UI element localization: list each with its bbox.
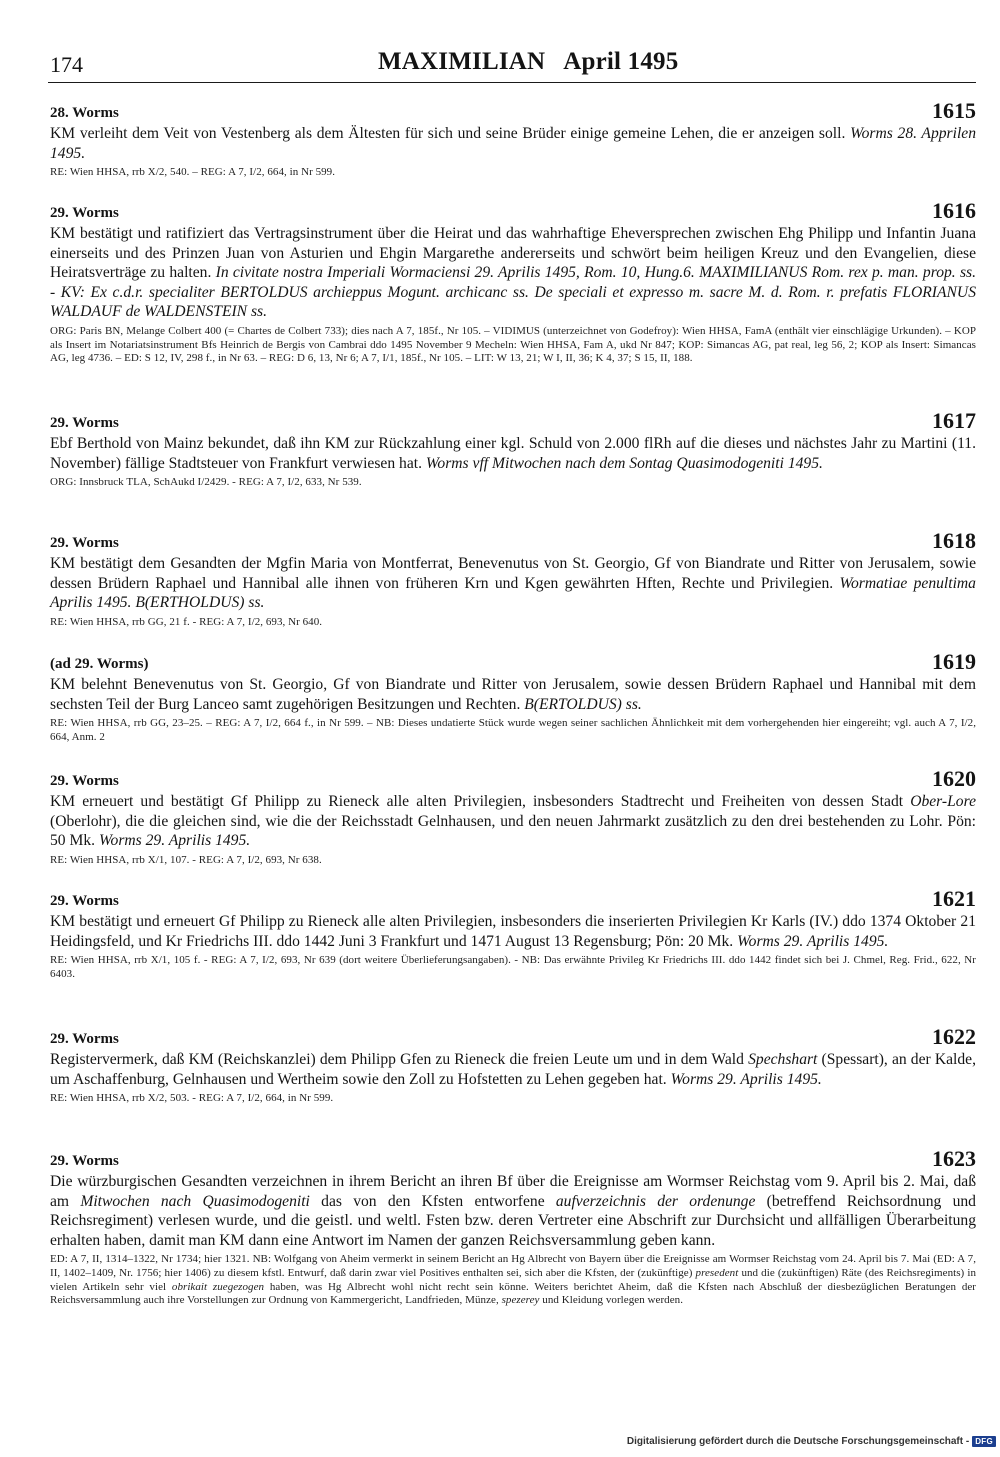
running-title: MAXIMILIAN April 1495 (378, 48, 679, 75)
entry-notes: ORG: Paris BN, Melange Colbert 400 (= Chartes de Colbert 733); dies nach A 7, 185f., Nr 105. – VIDIMUS (unterzeichnet von Godefroy): Wien HHSA, FamA (enthält vier einschlägige Urkunden). – KOP als Insert im Notariatsinstrument Bfs Heinrich de Bergis von Cambrai ddo 1495 November 9 Mecheln: Wien HHSA, Fam A, ukd Nr 847; KOP: Simancas AG, pat real, leg 56, 2; KOP als Insert: Simancas AG, leg 4736. – ED: S 12, IV, 298 f., in Nr 63. – REG: D 6, 13, Nr 6; A 7, I/1, 185f., Nr 105. – LIT: W 13, 21; W I, II, 36; K 4, 37; S 15, II, 188. (50, 324, 976, 365)
entry-dating-clause: Wormatiae penultima Aprilis 1495. B(ERTHOLDUS) ss. (50, 574, 976, 612)
entry-dating-clause: Worms 29. Aprilis 1495. (670, 1070, 822, 1088)
regest-entry-1615 (48, 100, 976, 180)
entry-quote-1: Mitwochen nach Quasimodogeniti (80, 1192, 310, 1210)
regest-entry-1622 (48, 1026, 976, 1106)
entry-text (48, 1172, 976, 1250)
notes-part-1: ED: A 7, II, 1314–1322, Nr 1734; hier 1321. NB: Wolfgang von Aheim vermerkt in seinem Bericht an Hg Albrecht von Bayern über die Ereignisse am Wormser Reichstag vom 24. April bis 7. Mai (ED: A 7, II, 1402–1409, Nr. 1756; hier 1406) zu diesem kfstl. Entwurf, daß darin zwar viel Positives enthalten sei, sich aber die Kfsten, der (zukünftige) (50, 1253, 976, 1279)
entry-dating-clause: Worms vff Mitwochen nach dem Sontag Quasimodogeniti 1495. (425, 454, 823, 472)
entry-text (48, 434, 976, 473)
entry-text (48, 124, 976, 163)
entry-notes (48, 1253, 976, 1307)
entry-date-place: (ad 29. Worms) (50, 656, 149, 672)
entry-summary-start: KM erneuert und bestätigt Gf Philipp zu Rieneck alle alten Privilegien, insbesonders Stadtrecht und Freiheiten von dessen Stadt (50, 793, 904, 810)
entry-date-place: 29. Worms (50, 205, 119, 221)
notes-quote-2: obrikait zuegezogen (171, 1280, 265, 1293)
dfg-logo: DFG (972, 1436, 996, 1447)
entry-head (48, 410, 976, 434)
entry-date-place: 28. Worms (50, 105, 119, 121)
entry-text (48, 792, 976, 851)
regest-entry-1616 (48, 200, 976, 366)
entry-dating-clause: Worms 28. Apprilen 1495. (50, 125, 976, 162)
entry-number: 1617 (932, 408, 976, 433)
entry-text (48, 912, 976, 951)
page-number: 174 (50, 52, 83, 77)
entry-number: 1616 (932, 198, 976, 223)
entry-summary-end: (Oberlohr), die die gleichen sind, wie die der Reichsstadt Gelnhausen, und den neuen Jahrmarkt zusätzlich zu den drei bestehenden zu Lohr. Pön: 50 Mk. (50, 812, 976, 850)
entry-number: 1621 (932, 886, 976, 911)
entry-head (48, 1148, 976, 1172)
entry-notes: ORG: Innsbruck TLA, SchAukd I/2429. - REG: A 7, I/2, 633, Nr 539. (50, 476, 362, 489)
entry-number: 1615 (932, 98, 976, 123)
entry-summary: KM bestätigt und erneuert Gf Philipp zu Rieneck alle alten Privilegien, insbesonders die inserierten Privilegien Kr Karls (IV.) ddo 1374 Oktober 21 Heidingsfeld, und Kr Friedrichs III. ddo 1442 Juni 3 Frankfurt und 1471 August 13 Regensburg; Pön: 20 Mk. (50, 913, 976, 950)
entry-number: 1623 (932, 1146, 976, 1171)
entry-number: 1620 (932, 766, 976, 791)
entry-number: 1622 (932, 1024, 976, 1049)
entry-summary: Ebf Berthold von Mainz bekundet, daß ihn KM zur Rückzahlung einer kgl. Schuld von 2.000 flRh auf die dieses und nächstes Jahr zu Martini (11. November) fällige Stadtsteuer von Frankfurt verwiesen hat. (50, 435, 976, 472)
entry-summary: KM bestätigt dem Gesandten der Mgfin Maria von Montferrat, Benevenutus von St. Georgio, Gf von Biandrate und Ritter von Jerusalem, sowie dessen Brüdern Raphael und Hannibal alle ihnen von früheren Krn und Kgen gewährten Hften, Rechte und Privilegien. (50, 555, 976, 592)
regest-entry-1620 (48, 768, 976, 867)
entry-summary: KM belehnt Benevenutus von St. Georgio, Gf von Biandrate und Ritter von Jerusalem, sowie dessen Brüdern Raphael und Hannibal mit dem sechsten Teil der Burg Lanceo samt zugehörigen Besitzungen und Rechten. (50, 676, 976, 713)
entry-date-place: 29. Worms (50, 893, 119, 909)
entry-head (48, 1026, 976, 1050)
entry-text (48, 675, 976, 714)
entry-quote-2: aufverzeichnis der ordenunge (555, 1192, 756, 1210)
entry-date-place: 29. Worms (50, 535, 119, 551)
notes-quote-3: spezerey (501, 1294, 540, 1307)
entry-dating-clause: B(ERTOLDUS) ss. (524, 695, 642, 713)
entry-date-place: 29. Worms (50, 1031, 119, 1047)
entry-notes: RE: Wien HHSA, rrb GG, 21 f. - REG: A 7, I/2, 693, Nr 640. (50, 615, 323, 628)
notes-part-4: und Kleidung vorlegen werden. (542, 1294, 684, 1307)
regest-entry-1617 (48, 410, 976, 490)
regest-entry-1621 (48, 888, 976, 981)
entry-summary: KM verleiht dem Veit von Vestenberg als dem Ältesten für sich und seine Brüder einige gemeine Lehen, die er anzeigen soll. (50, 125, 846, 142)
page-header (48, 48, 976, 83)
entry-notes: RE: Wien HHSA, rrb X/1, 107. - REG: A 7, I/2, 693, Nr 638. (50, 853, 322, 866)
entry-text (48, 1050, 976, 1089)
digitization-footer (627, 1436, 996, 1447)
entry-number: 1618 (932, 528, 976, 553)
entry-place-name: Spechshart (748, 1051, 818, 1068)
notes-part-3: haben, was Hg Albrecht wohl nicht recht sein könne. Weiters berichtet Aheim, daß die Kfsten nach Abschluß der diesbezüglichen Beratungen der Reichsversammlung auch ihre Vorstellungen zur Ordnung von Kammergericht, Landfrieden, Münze, (50, 1280, 977, 1307)
entry-summary-part-3: (betreffend Reichsordnung und Reichsregiment) verlesen wurde, und die geistl. und weltl. Fsten bzw. deren Vertreter eine Abschrift zur Durchsicht und allfälligen Überarbeitung erhalten haben, damit man KM dann eine Antwort im Namen der ganzen Reichsversammlung geben kann. (50, 1192, 976, 1249)
notes-quote-1: presedent (695, 1266, 739, 1279)
entry-dating-clause: In civitate nostra Imperiali Wormaciensi 29. Aprilis 1495, Rom. 10, Hung.6. MAXIMILIANUS Rom. rex p. man. prop. ss. - KV: Ex c.d.r. specialiter BERTOLDUS archieppus Mogunt. archicanc ss. De speciali et expresso m. sacre M. d. Rom. r. prefatis FLORIANUS WALDAUF de WALDENSTEIN ss. (50, 264, 977, 321)
book-page (48, 48, 977, 1307)
entry-summary-start: Registervermerk, daß KM (Reichskanzlei) dem Philipp Gfen zu Rieneck die freien Leute um und in dem Wald (50, 1051, 744, 1068)
entry-dating-clause: Worms 29. Aprilis 1495. (737, 932, 889, 950)
notes-part-2: und die (zukünftigen) Räte (des Reichsregiments) in vielen Artikeln sehr viel (50, 1266, 977, 1293)
entry-text (48, 224, 976, 322)
entry-head (48, 200, 976, 224)
entry-summary-part-1: Die würzburgischen Gesandten verzeichnen in ihrem Bericht an ihren Bf über die Ereignisse am Wormser Reichstag vom 9. April bis 2. Mai, daß am (50, 1173, 976, 1210)
entry-head (48, 100, 976, 124)
entry-head (48, 530, 976, 554)
entry-head (48, 768, 976, 792)
entry-dating-clause: Worms 29. Aprilis 1495. (98, 832, 251, 850)
entry-head (48, 888, 976, 912)
regest-entry-1623 (48, 1148, 976, 1308)
entry-date-place: 29. Worms (50, 415, 119, 431)
entry-number: 1619 (932, 649, 976, 674)
entry-summary-end: (Spessart), an der Kalde, um Aschaffenburg, Gelnhausen und Wertheim sowie den Zoll zu Hofstetten zu Lehen gegeben hat. (50, 1051, 976, 1088)
regest-entry-1619 (48, 651, 976, 744)
entry-notes: RE: Wien HHSA, rrb X/2, 503. - REG: A 7, I/2, 664, in Nr 599. (50, 1092, 334, 1105)
entry-notes: RE: Wien HHSA, rrb X/1, 105 f. - REG: A 7, I/2, 693, Nr 639 (dort weitere Überlieferungsangaben). - NB: Das erwähnte Privileg Kr Friedrichs III. ddo 1442 findet sich bei J. Chmel, Reg. Frid., 622, Nr 6403. (50, 954, 976, 980)
entry-head (48, 651, 976, 675)
entry-place-name: Ober-Lore (910, 793, 976, 810)
entry-date-place: 29. Worms (50, 773, 119, 789)
entry-summary: KM bestätigt und ratifiziert das Vertragsinstrument über die Heirat und das wahrhaftige Eheversprechen zwischen Ehg Philipp und Infantin Juana einerseits und des Prinzen Juan von Asturien und Ehgin Margarethe andererseits und schwört beim heiligen Kreuz und den Evangelien, diese Heiratsverträge zu halten. (50, 225, 976, 282)
footer-credit: Digitalisierung gefördert durch die Deutsche Forschungsgemeinschaft - (626, 1436, 970, 1447)
regest-entry-1618 (48, 530, 976, 629)
entry-notes: RE: Wien HHSA, rrb X/2, 540. – REG: A 7, I/2, 664, in Nr 599. (50, 166, 336, 179)
entry-notes: RE: Wien HHSA, rrb GG, 23–25. – REG: A 7, I/2, 664 f., in Nr 599. – NB: Dieses undatierte Stück wurde wegen seiner sachlichen Ähnlichkeit mit dem vorhergehenden hier eingereiht; vgl. auch A 7, I/2, 664, Anm. 2 (50, 717, 976, 743)
entry-summary-part-2: das von den Kfsten entworfene (321, 1192, 545, 1210)
entry-date-place: 29. Worms (50, 1153, 119, 1169)
entry-text (48, 554, 976, 613)
